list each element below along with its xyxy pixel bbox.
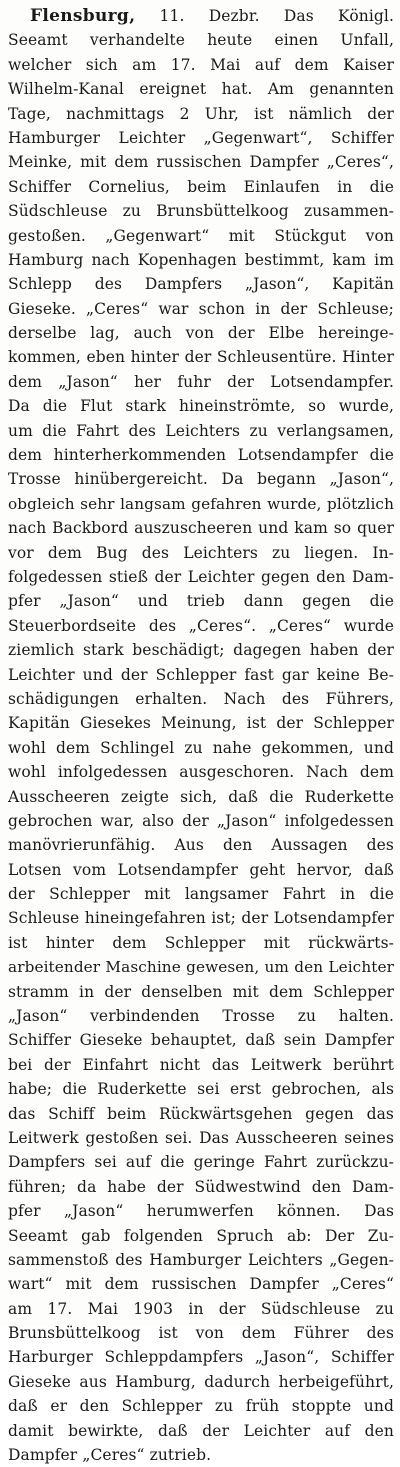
article-line: am 17. Mai 1903 in der Südschleuse zu <box>8 1299 394 1318</box>
article-body <box>8 28 394 1467</box>
article-line: kommen, eben hinter der Schleusentüre. Hinter <box>8 348 394 367</box>
article-line: wart“ mit dem russischen Dampfer „Ceres“ <box>8 1275 394 1294</box>
article-line: Leitwerk gestoßen sei. Das Ausscheeren seines <box>8 1128 394 1147</box>
article-line: ist hinter dem Schlepper mit rückwärts- <box>8 933 394 952</box>
article-line: nach Backbord auszuscheeren und kam so quer <box>8 519 394 538</box>
article-line: das Schiff beim Rückwärtsgehen gegen das <box>8 1104 394 1123</box>
article-line: obgleich sehr langsam gefahren wurde, plötzlich <box>8 494 394 513</box>
article-line: Schiffer Gieseke behauptet, daß sein Dampfer <box>8 1031 394 1050</box>
article-line: habe; die Ruderkette sei erst gebrochen, als <box>8 1080 394 1099</box>
article-line: Tage, nachmittags 2 Uhr, ist nämlich der <box>8 104 394 123</box>
article-line: Dampfer „Ceres“ zutrieb. <box>8 1446 212 1465</box>
article-line: schädigungen erhalten. Nach des Führers, <box>8 689 394 708</box>
article-line: stramm in der denselben mit dem Schlepper <box>8 982 394 1001</box>
article-line: Seeamt gab folgenden Spruch ab: Der Zu- <box>8 1226 394 1245</box>
article-line: welcher sich am 17. Mai auf dem Kaiser <box>8 55 394 74</box>
article-first-line <box>8 4 394 28</box>
article-line: bei der Einfahrt nicht das Leitwerk berührt <box>8 1055 394 1074</box>
article-headword: Flensburg, <box>30 6 136 26</box>
article-line: Schiffer Cornelius, beim Einlaufen in die <box>8 177 394 196</box>
article-line: führen; da habe der Südwestwind den Dam- <box>8 1177 394 1196</box>
article-line: Schleuse hineingefahren ist; der Lotsendampfer <box>8 909 394 928</box>
article-line: damit bewirkte, daß der Leichter auf den <box>8 1421 394 1440</box>
article-line: dem hinterherkommenden Lotsendampfer die <box>8 446 394 465</box>
article-line: manövrierunfähig. Aus den Aussagen des <box>8 836 394 855</box>
article-line: Meinke, mit dem russischen Dampfer „Ceres“, <box>8 153 394 172</box>
article-line: Harburger Schleppdampfers „Jason“, Schiffer <box>8 1348 394 1367</box>
article-line: vor dem Bug des Leichters zu liegen. In- <box>8 543 394 562</box>
article-line: derselbe lag, auch von der Elbe hereinge- <box>8 324 394 343</box>
article-line: Wilhelm-Kanal ereignet hat. Am genannten <box>8 80 394 99</box>
article-line: ziemlich stark beschädigt; dagegen haben der <box>8 641 394 660</box>
article-line: Schlepp des Dampfers „Jason“, Kapitän <box>8 275 394 294</box>
article-line: Hamburg nach Kopenhagen bestimmt, kam im <box>8 250 394 269</box>
article-line: Gieseke. „Ceres“ war schon in der Schleuse; <box>8 299 394 318</box>
article-dateline: 11. Dezbr. Das Königl. <box>159 7 394 25</box>
article-line: Brunsbüttelkoog ist von dem Führer des <box>8 1324 394 1343</box>
article-line: Steuerbordseite des „Ceres“. „Ceres“ wurde <box>8 616 394 635</box>
article-line: pfer „Jason“ herumwerfen können. Das <box>8 1202 394 1221</box>
article-line: Trosse hinübergereicht. Da begann „Jason“, <box>8 470 394 489</box>
article-line: wohl dem Schlingel zu nahe gekommen, und <box>8 738 394 757</box>
news-article <box>8 4 394 1467</box>
article-line: Ausscheeren zeigte sich, daß die Ruderkette <box>8 787 394 806</box>
article-line: folgedessen stieß der Leichter gegen den Dam- <box>8 567 394 586</box>
article-line: der Schlepper mit langsamer Fahrt in die <box>8 885 394 904</box>
article-line: arbeitender Maschine gewesen, um den Leichter <box>8 958 394 977</box>
article-line: pfer „Jason“ und trieb dann gegen die <box>8 592 394 611</box>
article-line: wohl infolgedessen ausgeschoren. Nach dem <box>8 763 394 782</box>
article-line: gebrochen war, also der „Jason“ infolgedessen <box>8 811 394 830</box>
article-line: „Jason“ verbindenden Trosse zu halten. <box>8 1007 394 1026</box>
article-line: Südschleuse zu Brunsbüttelkoog zusammen- <box>8 202 394 221</box>
article-line: Leichter und der Schlepper fast gar keine Be- <box>8 665 394 684</box>
article-line: um die Fahrt des Leichters zu verlangsamen, <box>8 421 394 440</box>
article-line: Gieseke aus Hamburg, dadurch herbeigeführt, <box>8 1372 394 1391</box>
article-line: Dampfers sei auf die geringe Fahrt zurückzu- <box>8 1153 394 1172</box>
article-line: Kapitän Giesekes Meinung, ist der Schlepper <box>8 714 394 733</box>
article-line: Hamburger Leichter „Gegenwart“, Schiffer <box>8 128 394 147</box>
article-line: sammenstoß des Hamburger Leichters „Gegen- <box>8 1250 394 1269</box>
article-line: Lotsen vom Lotsendampfer geht hervor, daß <box>8 860 394 879</box>
article-line: dem „Jason“ her fuhr der Lotsendampfer. <box>8 372 394 391</box>
article-line: Seeamt verhandelte heute einen Unfall, <box>8 31 394 50</box>
article-line: gestoßen. „Gegenwart“ mit Stückgut von <box>8 226 394 245</box>
article-line: Da die Flut stark hineinströmte, so wurde, <box>8 397 394 416</box>
article-line: daß er den Schlepper zu früh stoppte und <box>8 1397 394 1416</box>
